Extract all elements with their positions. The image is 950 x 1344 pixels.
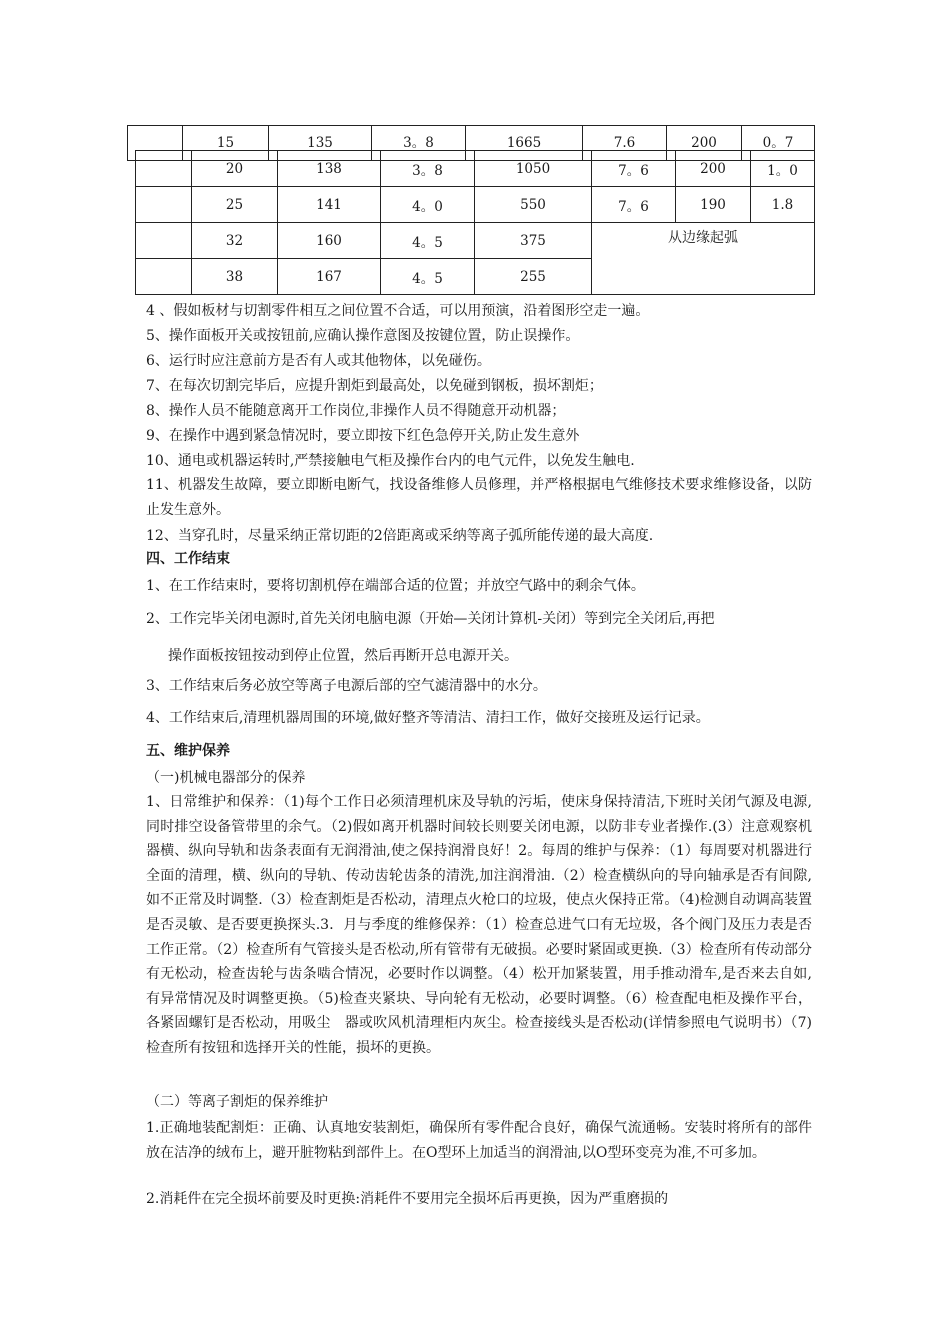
list-item: 8、操作人员不能随意离开工作岗位,非操作人员不得随意开动机器； [146,403,566,419]
table-cell: 160 [278,223,381,259]
table-row [136,223,815,259]
subsection-heading: （二）等离子割炬的保养维护 [146,1094,328,1110]
list-item: 12、当穿孔时，尽量采纳正常切距的2倍距离或采纳等离子弧所能传递的最大高度. [146,528,654,544]
list-item: 1、在工作结束时，要将切割机停在端部合适的位置；并放空气路中的剩余气体。 [146,578,645,594]
table-cell: 20 [192,151,278,187]
table-cell: 200 [676,151,751,187]
table-cell: 0。7 [742,126,815,161]
table-cell: 25 [192,187,278,223]
list-item: 3、工作结束后务必放空等离子电源后部的空气滤清器中的水分。 [146,678,547,694]
table-cell: 141 [278,187,381,223]
table-cell: 4。5 [381,223,475,259]
table-cell: 15 [183,126,269,161]
paragraph: 2.消耗件在完全损坏前要及时更换:消耗件不要用完全损坏后再更换，因为严重磨损的 [146,1191,669,1207]
table-cell: 1050 [475,151,592,187]
merged-note-cell: 从边缘起弧 [592,223,815,295]
table-cell: 3。8 [381,151,475,187]
list-item: 11、机器发生故障，要立即断电断气，找设备维修人员修理，并严格根据电气维修技术要求维修设备，以防止发生意外。 [146,477,812,518]
table-cell: 190 [676,187,751,223]
table-cell: 255 [475,259,592,295]
table-cell: 38 [192,259,278,295]
list-item: 4、工作结束后,清理机器周围的环境,做好整齐等清洁、清扫工作，做好交接班及运行记录。 [146,710,710,726]
list-item: 10、通电或机器运转时,严禁接触电气柜及操作台内的电气元件，以免发生触电. [146,453,635,469]
list-item: 5、操作面板开关或按钮前,应确认操作意图及按键位置，防止误操作。 [146,328,580,344]
table-cell: 1。0 [751,151,815,187]
list-item: 7、在每次切割完毕后，应提升割炬到最高处，以免碰到钢板，损坏割炬； [146,378,603,394]
table-cell: 32 [192,223,278,259]
list-item-continuation: 操作面板按钮按动到停止位置，然后再断开总电源开关。 [168,648,518,664]
table-cell [136,151,192,187]
paragraph: 1、日常维护和保养：（1)每个工作日必须清理机床及导轨的污垢，使床身保持清洁,下班时关闭气源及电源,同时排空设备管带里的余气。（2)假如离开机器时间较长则要关闭电源，以防非专业者操作.(3）注意观察机器横、纵向导轨和齿条表面有无润滑油,使之保持润滑良好！2。每周的维护与保养：（1）每周要对机器进行全面的清理，横、纵向的导轨、传动齿轮齿条的清洗,加注润滑油.（2）检查横纵向的导向轴承是否有间隙,如不正常及时调整.（3）检查割炬是否松动，清理点火枪口的垃圾，使点火保持正常。（4)检测自动调高装置是否灵敏、是否要更换探头.3．月与季度的维修保养：（1）检查总进气口有无垃圾，各个阀门及压力表是否工作正常。（2）检查所有气管接头是否松动,所有管带有无破损。必要时紧固或更换.（3）检查所有传动部分有无松动，检查齿轮与齿条啮合情况，必要时作以调整。（4）松开加紧装置，用手推动滑车,是否来去自如,有异常情况及时调整更换。（5)检查夹紧块、导向轮有无松动，必要时调整。（6）检查配电柜及操作平台，各紧固螺钉是否松动，用吸尘 器或吹风机清理柜内灰尘。检查接线头是否松动(详情参照电气说明书）（7)检查所有按钮和选择开关的性能，损坏的更换。 [146,794,812,1056]
table-cell: 4。5 [381,259,475,295]
table-cell: 138 [278,151,381,187]
table-cell: 4。0 [381,187,475,223]
table-cell: 167 [278,259,381,295]
section-heading: 四、工作结束 [146,551,230,567]
table-row [136,187,815,223]
table-cell: 1665 [466,126,583,161]
section-heading: 五、维护保养 [146,743,230,759]
list-item: 4 、假如板材与切割零件相互之间位置不合适，可以用预演，沿着图形空走一遍。 [146,303,650,319]
table-cell: 3。8 [372,126,466,161]
table-cell: 7。6 [592,187,676,223]
table-cell: 375 [475,223,592,259]
table-cell [136,259,192,295]
table-cell [136,223,192,259]
table-cell: 1.8 [751,187,815,223]
list-item: 2、工作完毕关闭电源时,首先关闭电脑电源（开始—关闭计算机-关闭）等到完全关闭后,再把 [146,611,715,627]
table-cell [136,187,192,223]
table-cell: 7.6 [583,126,667,161]
table-cell: 550 [475,187,592,223]
subsection-heading: （一)机械电器部分的保养 [146,770,306,786]
table-row [136,151,815,187]
list-item: 9、在操作中遇到紧急情况时，要立即按下红色急停开关,防止发生意外 [146,428,580,444]
list-item: 6、运行时应注意前方是否有人或其他物体，以免碰伤。 [146,353,491,369]
paragraph: 1.正确地装配割炬：正确、认真地安装割炬，确保所有零件配合良好，确保气流通畅。安装时将所有的部件放在洁净的绒布上，避开脏物粘到部件上。在O型环上加适当的润滑油,以O型环变亮为准,不可多加。 [146,1120,812,1161]
parameter-table [135,150,815,295]
table-cell: 7。6 [592,151,676,187]
table-cell: 135 [269,126,372,161]
table-cell: 200 [667,126,742,161]
